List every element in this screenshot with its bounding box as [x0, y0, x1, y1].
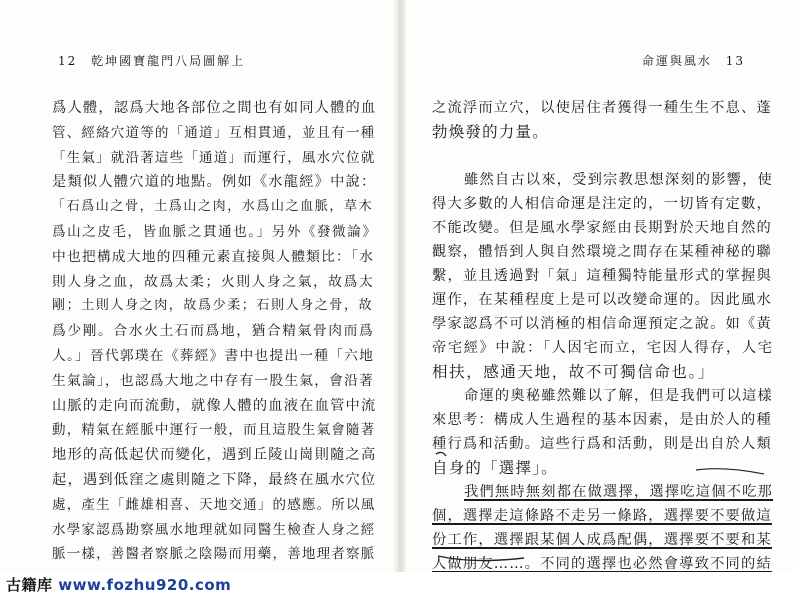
- left-page-header: [50, 52, 245, 69]
- left-page-line: 動，精氣在經脈中運行一般，而且這股生氣會隨著: [52, 422, 376, 439]
- right-page-line: 雖然自古以來，受到宗教思想深刻的影響，使: [464, 172, 774, 188]
- left-page-line: 爲少剛。合水火土石而爲地，猶合精氣骨肉而爲: [52, 323, 375, 340]
- left-page-line: 地形的高低起伏而變化，遇到丘陵山崗則隨之高: [52, 447, 377, 464]
- right-page: [404, 0, 793, 572]
- right-page-header: [642, 52, 753, 69]
- left-page-line: 爲山之皮毛，皆血脈之貫通也。」另外《發微論》: [52, 224, 378, 240]
- right-page-line: 勃煥發的力量。: [432, 123, 549, 141]
- right-page-line: 份工作，選擇跟某個人成爲配偶，選擇要不要和某: [432, 532, 772, 548]
- right-page-line: 人做朋友……。不同的選擇也必然會導致不同的結: [432, 556, 772, 572]
- right-page-line: 自身的「選擇」。: [432, 459, 558, 477]
- right-page-line: 命運的奧秘雖然難以了解，但是我們可以這樣: [464, 388, 774, 404]
- left-page-line: 人。」晉代郭璞在《葬經》書中也提出一種「六地: [52, 348, 375, 364]
- right-page-line: 不能改變。但是風水學家經由長期對於天地自然的: [432, 220, 772, 236]
- left-page-line: 剛；土則人身之肉，故爲少柔；石則人身之骨，故: [52, 298, 374, 314]
- watermark-url: www.fozhu920.com: [58, 576, 232, 594]
- site-watermark: [0, 572, 793, 595]
- watermark-site-name: 古籍库: [6, 576, 53, 594]
- left-page-line: 處，產生「雌雄相喜、天地交通」的感應。所以風: [52, 496, 376, 513]
- left-page-line: 脈一樣，善醫者察脈之陰陽而用藥，善地理者察脈: [52, 546, 376, 563]
- left-running-title: 乾坤國寶龍門八局圖解上: [91, 54, 246, 68]
- right-page-line: 繫，並且透過對「氣」這種獨特能量形式的掌握與: [432, 268, 772, 284]
- left-page-line: 則人身之血，故爲太柔；火則人身之氣，故爲太: [52, 273, 375, 290]
- right-page-line: 種行爲和活動。這些行爲和活動，則是出自於人類: [432, 436, 772, 452]
- left-page: [0, 0, 395, 572]
- right-page-line: 相扶，感通天地，故不可獨信命也。」: [432, 363, 715, 381]
- left-page-line: 起，遇到低窪之處則隨之下降，最終在風水穴位: [52, 472, 377, 488]
- right-page-line: 來思考：構成人生過程的基本因素，是由於人的種: [432, 412, 772, 428]
- right-page-line: 得大多數的人相信命運是注定的，一切皆有定數，: [432, 196, 772, 212]
- right-page-line: 帝宅經》中說：「人因宅而立，宅因人得存，人宅: [432, 340, 774, 356]
- right-running-title: 命運與風水: [641, 54, 712, 68]
- right-page-line: 觀察，體悟到人與自然環境之間存在某種神秘的聯: [432, 244, 772, 260]
- right-page-number: 13: [725, 54, 745, 68]
- right-page-line: 運作，在某種程度上是可以改變命運的。因此風水: [432, 292, 772, 308]
- right-page-line: 個，選擇走這條路不走另一條路，選擇要不要做這: [432, 508, 772, 524]
- left-page-line: 生氣論」，也認爲大地之中存有一股生氣，會沿著: [52, 372, 375, 389]
- left-page-line: 管、經絡穴道等的「通道」互相貫通，並且有一種: [52, 124, 376, 141]
- left-page-line: 爲人體，認爲大地各部位之間也有如同人體的血: [52, 100, 377, 116]
- left-page-line: 中也把構成大地的四種元素直接與人體類比：「水: [52, 248, 375, 265]
- right-page-line: 我們無時無刻都在做選擇，選擇吃這個不吃那: [464, 484, 774, 500]
- left-page-line: 「生氣」就沿著這些「通道」而運行，風水穴位就: [52, 149, 376, 166]
- right-page-line: 學家認爲不可以消極的相信命運預定之說。如《黃: [432, 316, 772, 332]
- left-page-line: 水學家認爲勘察風水地理就如同醫生檢查人身之經: [52, 521, 376, 538]
- left-page-line: 「石爲山之骨，土爲山之肉，水爲山之血脈，草木: [52, 199, 374, 215]
- right-page-line: 之流浮而立穴，以使居住者獲得一種生生不息、蓬: [432, 100, 772, 116]
- left-page-line: 是類似人體穴道的地點。例如《水龍經》中說：: [52, 174, 377, 191]
- left-page-line: 山脈的走向而流動，就像人體的血液在血管中流: [52, 397, 377, 414]
- left-page-number: 12: [58, 54, 78, 68]
